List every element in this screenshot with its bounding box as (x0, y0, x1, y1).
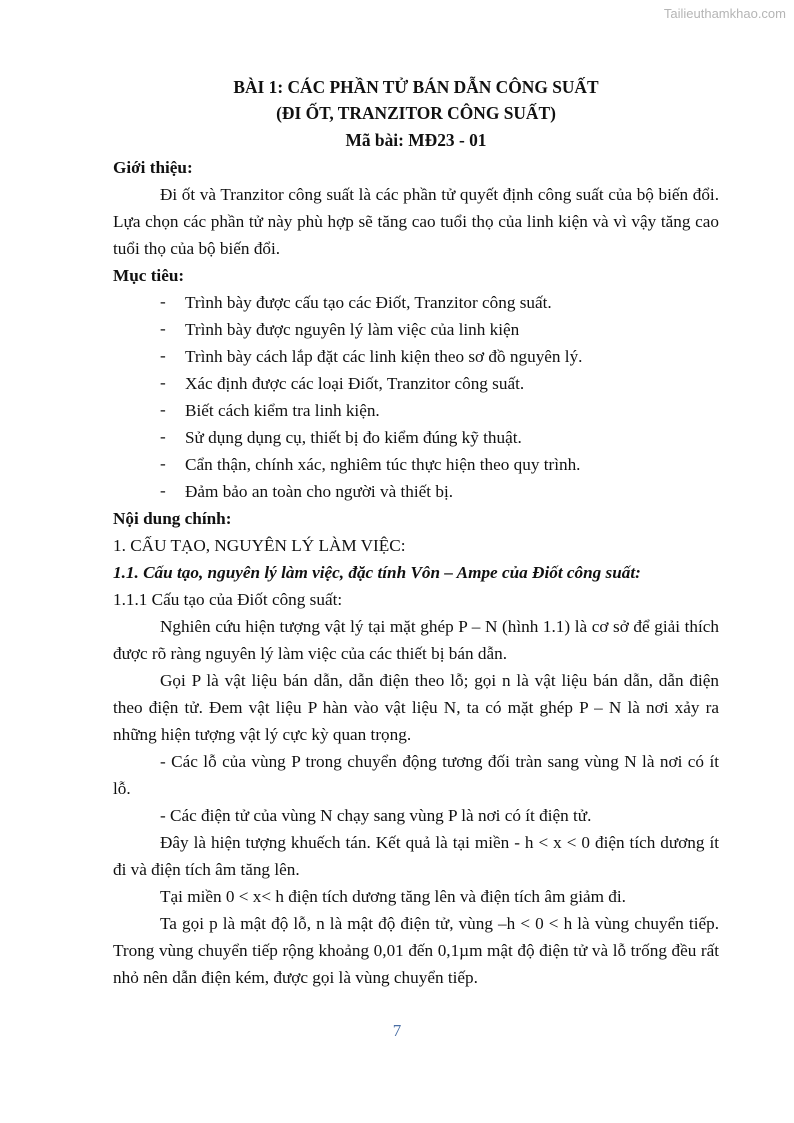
body-paragraph: - Các điện tử của vùng N chạy sang vùng P là nơi có ít điện tử. (160, 806, 592, 825)
section-heading-1: 1. CẤU TẠO, NGUYÊN LÝ LÀM VIỆC: (113, 536, 406, 555)
body-paragraph: - Các lỗ của vùng P trong chuyển động tương đối tràn sang vùng N là nơi có ít lỗ. (113, 752, 719, 798)
document-page (113, 74, 719, 991)
objectives-heading: Mục tiêu: (113, 266, 185, 285)
lesson-subtitle: (ĐI ỐT, TRANZITOR CÔNG SUẤT) (276, 103, 556, 123)
lesson-code: Mã bài: MĐ23 - 01 (345, 130, 487, 150)
content-heading: Nội dung chính: (113, 509, 232, 528)
objective-item: - Trình bày cách lắp đặt các linh kiện theo sơ đồ nguyên lý. (113, 343, 719, 370)
objective-item: - Biết cách kiểm tra linh kiện. (113, 397, 719, 424)
body-paragraph: Gọi P là vật liệu bán dẫn, dẫn điện theo lỗ; gọi n là vật liệu bán dẫn, dẫn điện theo điện tử. Đem vật liệu P hàn vào vật liệu N, ta có mặt ghép P – N là nơi xảy ra những hiện tượng vật lý cực kỳ quan trọng. (113, 671, 719, 744)
intro-heading: Giới thiệu: (113, 158, 193, 177)
lesson-title: BÀI 1: CÁC PHẦN TỬ BÁN DẪN CÔNG SUẤT (233, 77, 599, 97)
objectives-list (113, 289, 719, 505)
objective-item: - Xác định được các loại Điốt, Tranzitor công suất. (113, 370, 719, 397)
objective-item: - Sử dụng dụng cụ, thiết bị đo kiểm đúng kỹ thuật. (113, 424, 719, 451)
objective-item: - Trình bày được cấu tạo các Điốt, Tranzitor công suất. (113, 289, 719, 316)
objective-item: - Trình bày được nguyên lý làm việc của linh kiện (113, 316, 719, 343)
page-number: 7 (392, 1021, 402, 1040)
intro-paragraph: Đi ốt và Tranzitor công suất là các phần tử quyết định công suất của bộ biến đổi. Lựa chọn các phần tử này phù hợp sẽ tăng cao tuổi thọ của linh kiện và vì vậy tăng cao tuổi thọ của bộ biến đổi. (113, 185, 719, 258)
section-heading-1-1: 1.1. Cấu tạo, nguyên lý làm việc, đặc tính Vôn – Ampe của Điốt công suất: (113, 563, 641, 582)
watermark: Tailieuthamkhao.com (663, 6, 786, 21)
objective-item: - Cẩn thận, chính xác, nghiêm túc thực hiện theo quy trình. (113, 451, 719, 478)
objective-item: - Đảm bảo an toàn cho người và thiết bị. (113, 478, 719, 505)
body-paragraph: Đây là hiện tượng khuếch tán. Kết quả là tại miền - h < x < 0 điện tích dương ít đi và điện tích âm tăng lên. (113, 833, 719, 879)
body-paragraph: Tại miền 0 < x< h điện tích dương tăng lên và điện tích âm giảm đi. (160, 887, 626, 906)
body-paragraph: Nghiên cứu hiện tượng vật lý tại mặt ghép P – N (hình 1.1) là cơ sở để giải thích được rõ ràng nguyên lý làm việc của các thiết bị bán dẫn. (113, 617, 719, 663)
body-paragraph: Ta gọi p là mật độ lỗ, n là mật độ điện tử, vùng –h < 0 < h là vùng chuyển tiếp. Trong vùng chuyển tiếp rộng khoảng 0,01 đến 0,1µm mật độ điện tử và lỗ trống đều rất nhỏ nên dẫn điện kém, được gọi là vùng chuyển tiếp. (113, 914, 719, 987)
section-heading-1-1-1: 1.1.1 Cấu tạo của Điốt công suất: (113, 590, 343, 609)
